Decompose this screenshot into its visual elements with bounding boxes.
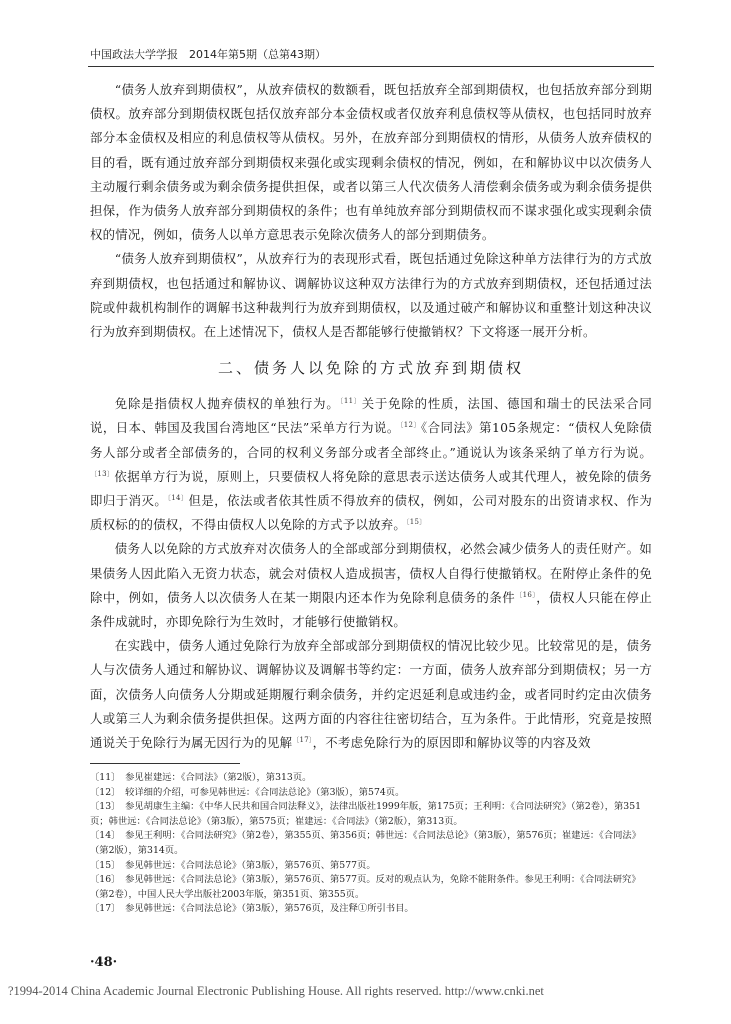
page-number: ·48·	[90, 955, 118, 970]
text-run: 关于免除的性质，法国、德国和瑞士的民法采合同说，日本、韩国及我国台湾地区“民法”采单方行为说。	[90, 396, 653, 436]
paragraph-1: “债务人放弃到期债权”，从放弃债权的数额看，既包括放弃全部到期债权，也包括放弃部分到期债权。放弃部分到期债权既包括仅放弃部分本金债权或者仅放弃利息债权等从债权，也包括同时放弃部分本金债权及相应的利息债权等从债权。另外，在放弃部分到期债权的情形，从债务人放弃债权的目的看，既有通过放弃部分到期债权来强化或实现剩余债权的情况，例如，在和解协议中以次债务人主动履行剩余债务或为剩余债务提供担保，或者以第三人代次债务人清偿剩余债务或为剩余债务提供担保，作为债务人放弃部分到期债权的条件；也有单纯放弃部分到期债权而不谋求强化或实现剩余债权的情况，例如，债务人以单方意思表示免除次债务人的部分到期债务。	[90, 82, 652, 243]
footnote-11: 〔11〕 参见崔建远：《合同法》（第2版），第313页。	[90, 772, 312, 783]
running-header: 中国政法大学学报 2014年第5期（总第43期）	[90, 48, 326, 61]
footnote-ref-11[interactable]: 〔11〕	[339, 397, 362, 406]
footnote-ref-17[interactable]: 〔17〕	[292, 735, 313, 744]
text-run: 债务人以免除的方式放弃对次债务人的全部或部分到期债权，必然会减少债务人的责任财产。如果债务人因此陷入无资力状态，就会对债权人造成损害，债权人自得行使撤销权。在附停止条件的免除中，例如，债务人以次债务人在某一期限内还本作为免除利息债务的条件	[90, 541, 652, 605]
footnote-16: 〔16〕 参见韩世远：《合同法总论》（第3版），第576页、第577页。反对的观点认为，免除不能附条件。参见王利明：《合同法研究》（第2卷），中国人民大学出版社2003年版，第351页、第355页。	[90, 874, 641, 900]
article-body	[90, 78, 652, 755]
copyright-watermark: ?1994-2014 China Academic Journal Electronic Publishing House. All rights reserved. http://www.cnki.net	[8, 984, 544, 998]
section-title: 二、债务人以免除的方式放弃到期债权	[217, 359, 524, 378]
footnote-rule	[90, 763, 240, 764]
footnote-ref-15[interactable]: 〔15〕	[406, 518, 427, 527]
footnote-14: 〔14〕 参见王利明：《合同法研究》（第2卷），第355页、第356页；韩世远：《合同法总论》（第3版），第576页；崔建远：《合同法》（第2版），第314页。	[90, 830, 642, 856]
text-run: ，债权人只能在停止条件成就时，亦即免除行为生效时，才能够行使撤销权。	[90, 589, 653, 630]
paragraph-3	[90, 392, 652, 537]
text-run: 免除是指债权人抛弃债权的单独行为。	[114, 396, 340, 412]
footnote-ref-16[interactable]: 〔16〕	[515, 590, 537, 599]
text-run: 《合同法》第105条规定：“债权人免除债务人部分或者全部债务的，合同的权利义务部分或者全部终止。”通说认为该条采纳了单方行为说。	[90, 420, 652, 460]
footnote-13: 〔13〕 参见胡康生主编：《中华人民共和国合同法释义》，法律出版社1999年版，第175页；王利明：《合同法研究》（第2卷），第351页；韩世远：《合同法总论》（第3版），第575页；崔建远：《合同法》（第2版），第313页。	[90, 801, 642, 827]
footnote-12: 〔12〕 较详细的介绍，可参见韩世远：《合同法总论》（第3版），第574页。	[90, 786, 405, 798]
text-run: 依据单方行为说，原则上，只要债权人将免除的意思表示送达债务人或其代理人，被免除的债务即归于消灭。	[90, 468, 652, 509]
text-run: ，不考虑免除行为的原因即和解协议等的内容及效	[312, 735, 591, 751]
footnotes	[90, 771, 652, 917]
text-run: 但是，依法或者依其性质不得放弃的债权，例如，公司对股东的出资请求权、作为质权标的的债权，不得由债权人以免除的方式予以放弃。	[90, 493, 653, 533]
footnote-ref-12[interactable]: 〔12〕	[399, 421, 421, 430]
text-run: 在实践中，债务人通过免除行为放弃全部或部分到期债权的情况比较少见。比较常见的是，债务人与次债务人通过和解协议、调解协议及调解书等约定：一方面，债务人放弃部分到期债权；另一方面，次债务人向债务人分期或延期履行剩余债务，并约定迟延利息或违约金，或者同时约定由次债务人或第三人为剩余债务提供担保。这两方面的内容往往密切结合，互为条件。于此情形，究竟是按照通说关于免除行为属无因行为的见解	[90, 638, 652, 751]
paragraph-2: “债务人放弃到期债权”，从放弃行为的表现形式看，既包括通过免除这种单方法律行为的方式放弃到期债权，也包括通过和解协议、调解协议这种双方法律行为的方式放弃到期债权，还包括通过法院或仲裁机构制作的调解书这种裁判行为放弃到期债权，以及通过破产和解协议和重整计划这种决议行为放弃到期债权。在上述情况下，债权人是否都能够行使撤销权？下文将逐一展开分析。	[90, 251, 652, 340]
paragraph-5	[90, 634, 652, 755]
footnote-15: 〔15〕 参见韩世远：《合同法总论》（第3版），第576页、第577页。	[90, 859, 376, 871]
header-rule	[88, 66, 654, 67]
footnote-ref-14[interactable]: 〔14〕	[167, 493, 189, 502]
footnote-17: 〔17〕 参见韩世远：《合同法总论》（第3版），第576页，及注释①所引书目。	[90, 903, 414, 915]
footnote-ref-13[interactable]: 〔13〕	[90, 469, 115, 478]
paragraph-4	[90, 537, 652, 634]
